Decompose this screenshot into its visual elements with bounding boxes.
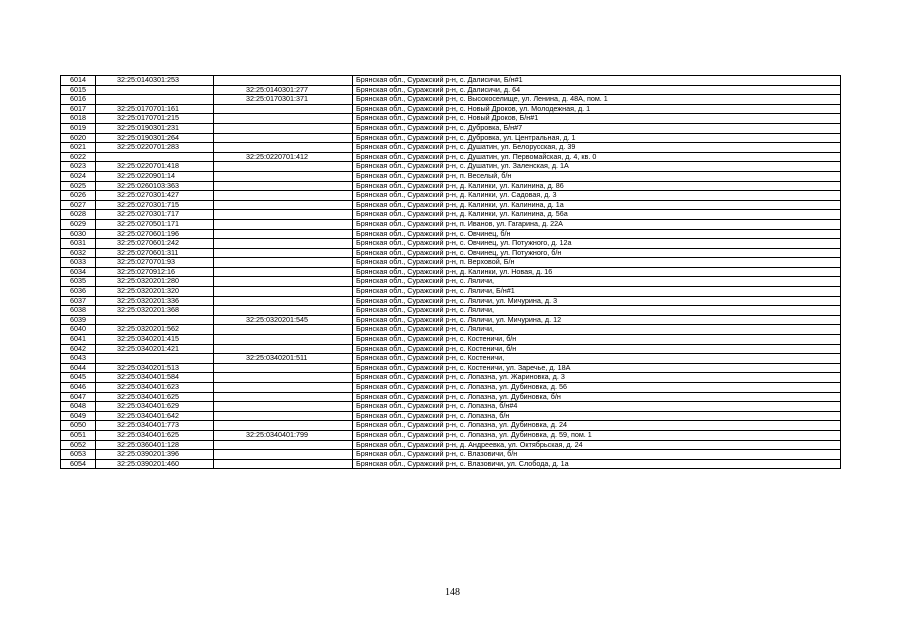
cadastral-number-cell: 32:25:0270301:717: [96, 210, 214, 220]
cadastral-number-cell: 32:25:0320201:562: [96, 325, 214, 335]
secondary-cadastral-number-cell: [214, 143, 353, 153]
row-number-cell: 6021: [61, 143, 96, 153]
table-row: [61, 95, 841, 105]
secondary-cadastral-number-cell: [214, 450, 353, 460]
table-row: [61, 267, 841, 277]
secondary-cadastral-number-cell: [214, 258, 353, 268]
table-row: [61, 85, 841, 95]
secondary-cadastral-number-cell: [214, 239, 353, 249]
table-row: [61, 229, 841, 239]
row-number-cell: 6054: [61, 459, 96, 469]
secondary-cadastral-number-cell: [214, 383, 353, 393]
table-row: [61, 296, 841, 306]
secondary-cadastral-number-cell: [214, 171, 353, 181]
address-cell: Брянская обл., Суражский р-н, с. Костеничи, ул. Заречье, д. 18А: [353, 363, 841, 373]
table-row: [61, 411, 841, 421]
cadastral-number-cell: 32:25:0270912:16: [96, 267, 214, 277]
secondary-cadastral-number-cell: [214, 402, 353, 412]
table-row: [61, 335, 841, 345]
address-cell: Брянская обл., Суражский р-н, д. Калинки, ул. Калинина, д. 56а: [353, 210, 841, 220]
address-cell: Брянская обл., Суражский р-н, п. Веселый, б/н: [353, 171, 841, 181]
cadastral-number-cell: 32:25:0220901:14: [96, 171, 214, 181]
row-number-cell: 6035: [61, 277, 96, 287]
secondary-cadastral-number-cell: [214, 306, 353, 316]
address-cell: Брянская обл., Суражский р-н, с. Ляличи,: [353, 306, 841, 316]
cadastral-number-cell: 32:25:0340401:773: [96, 421, 214, 431]
row-number-cell: 6039: [61, 315, 96, 325]
row-number-cell: 6022: [61, 152, 96, 162]
row-number-cell: 6047: [61, 392, 96, 402]
row-number-cell: 6049: [61, 411, 96, 421]
row-number-cell: 6020: [61, 133, 96, 143]
secondary-cadastral-number-cell: [214, 191, 353, 201]
row-number-cell: 6023: [61, 162, 96, 172]
property-registry-table: [60, 75, 841, 469]
address-cell: Брянская обл., Суражский р-н, с. Овчинец, ул. Потужного, б/н: [353, 248, 841, 258]
address-cell: Брянская обл., Суражский р-н, д. Калинки, ул. Садовая, д. 3: [353, 191, 841, 201]
cadastral-number-cell: 32:25:0340401:625: [96, 392, 214, 402]
table-row: [61, 152, 841, 162]
address-cell: Брянская обл., Суражский р-н, с. Душатин, ул. Первомайская, д. 4, кв. 0: [353, 152, 841, 162]
cadastral-number-cell: 32:25:0340201:421: [96, 344, 214, 354]
cadastral-number-cell: 32:25:0340201:513: [96, 363, 214, 373]
cadastral-number-cell: 32:25:0270301:427: [96, 191, 214, 201]
cadastral-number-cell: [96, 315, 214, 325]
row-number-cell: 6044: [61, 363, 96, 373]
table-row: [61, 344, 841, 354]
address-cell: Брянская обл., Суражский р-н, с. Влазовичи, б/н: [353, 450, 841, 460]
table-row: [61, 392, 841, 402]
cadastral-number-cell: 32:25:0320201:280: [96, 277, 214, 287]
row-number-cell: 6015: [61, 85, 96, 95]
secondary-cadastral-number-cell: [214, 335, 353, 345]
address-cell: Брянская обл., Суражский р-н, с. Дубровка, ул. Центральная, д. 1: [353, 133, 841, 143]
table-row: [61, 258, 841, 268]
secondary-cadastral-number-cell: [214, 123, 353, 133]
address-cell: Брянская обл., Суражский р-н, д. Калинки, ул. Новая, д. 16: [353, 267, 841, 277]
table-row: [61, 421, 841, 431]
address-cell: Брянская обл., Суражский р-н, с. Овчинец, б/н: [353, 229, 841, 239]
row-number-cell: 6052: [61, 440, 96, 450]
address-cell: Брянская обл., Суражский р-н, с. Лопазна, б/н: [353, 411, 841, 421]
row-number-cell: 6051: [61, 430, 96, 440]
cadastral-number-cell: 32:25:0390201:460: [96, 459, 214, 469]
cadastral-number-cell: 32:25:0340401:625: [96, 430, 214, 440]
secondary-cadastral-number-cell: [214, 411, 353, 421]
cadastral-number-cell: 32:25:0360401:128: [96, 440, 214, 450]
cadastral-number-cell: 32:25:0270601:311: [96, 248, 214, 258]
address-cell: Брянская обл., Суражский р-н, с. Ляличи,: [353, 325, 841, 335]
table-row: [61, 123, 841, 133]
row-number-cell: 6036: [61, 287, 96, 297]
secondary-cadastral-number-cell: [214, 200, 353, 210]
secondary-cadastral-number-cell: 32:25:0340201:511: [214, 354, 353, 364]
cadastral-number-cell: 32:25:0270601:242: [96, 239, 214, 249]
secondary-cadastral-number-cell: [214, 296, 353, 306]
row-number-cell: 6024: [61, 171, 96, 181]
cadastral-number-cell: 32:25:0270701:93: [96, 258, 214, 268]
secondary-cadastral-number-cell: [214, 210, 353, 220]
row-number-cell: 6043: [61, 354, 96, 364]
secondary-cadastral-number-cell: [214, 373, 353, 383]
table-row: [61, 277, 841, 287]
address-cell: Брянская обл., Суражский р-н, с. Лопазна, б/н#4: [353, 402, 841, 412]
table-row: [61, 450, 841, 460]
secondary-cadastral-number-cell: [214, 219, 353, 229]
table-row: [61, 354, 841, 364]
cadastral-number-cell: [96, 354, 214, 364]
address-cell: Брянская обл., Суражский р-н, с. Душатин, ул. Заленская, д. 1А: [353, 162, 841, 172]
secondary-cadastral-number-cell: 32:25:0340401:799: [214, 430, 353, 440]
address-cell: Брянская обл., Суражский р-н, п. Верховой, Б/н: [353, 258, 841, 268]
secondary-cadastral-number-cell: [214, 287, 353, 297]
secondary-cadastral-number-cell: [214, 248, 353, 258]
secondary-cadastral-number-cell: [214, 114, 353, 124]
table-row: [61, 104, 841, 114]
cadastral-number-cell: 32:25:0340401:584: [96, 373, 214, 383]
row-number-cell: 6017: [61, 104, 96, 114]
table-row: [61, 200, 841, 210]
cadastral-number-cell: 32:25:0270501:171: [96, 219, 214, 229]
address-cell: Брянская обл., Суражский р-н, с. Ляличи, Б/н#1: [353, 287, 841, 297]
cadastral-number-cell: 32:25:0260103:363: [96, 181, 214, 191]
secondary-cadastral-number-cell: [214, 133, 353, 143]
table-body: [61, 76, 841, 469]
row-number-cell: 6025: [61, 181, 96, 191]
secondary-cadastral-number-cell: 32:25:0170301:371: [214, 95, 353, 105]
secondary-cadastral-number-cell: [214, 459, 353, 469]
secondary-cadastral-number-cell: [214, 162, 353, 172]
address-cell: Брянская обл., Суражский р-н, д. Калинки, ул. Калинина, д. 1а: [353, 200, 841, 210]
row-number-cell: 6046: [61, 383, 96, 393]
cadastral-number-cell: 32:25:0220701:418: [96, 162, 214, 172]
cadastral-number-cell: [96, 95, 214, 105]
address-cell: Брянская обл., Суражский р-н, с. Далисичи, Б/н#1: [353, 76, 841, 86]
row-number-cell: 6042: [61, 344, 96, 354]
table-row: [61, 383, 841, 393]
row-number-cell: 6019: [61, 123, 96, 133]
row-number-cell: 6038: [61, 306, 96, 316]
cadastral-number-cell: 32:25:0270301:715: [96, 200, 214, 210]
table-row: [61, 287, 841, 297]
secondary-cadastral-number-cell: [214, 344, 353, 354]
row-number-cell: 6030: [61, 229, 96, 239]
secondary-cadastral-number-cell: [214, 277, 353, 287]
cadastral-number-cell: 32:25:0340401:623: [96, 383, 214, 393]
table-row: [61, 239, 841, 249]
address-cell: Брянская обл., Суражский р-н, д. Андреевка, ул. Октябрьская, д. 24: [353, 440, 841, 450]
cadastral-number-cell: 32:25:0340401:629: [96, 402, 214, 412]
cadastral-number-cell: 32:25:0320201:320: [96, 287, 214, 297]
row-number-cell: 6048: [61, 402, 96, 412]
cadastral-number-cell: 32:25:0170701:161: [96, 104, 214, 114]
cadastral-number-cell: 32:25:0390201:396: [96, 450, 214, 460]
address-cell: Брянская обл., Суражский р-н, с. Ляличи,: [353, 277, 841, 287]
table-row: [61, 171, 841, 181]
cadastral-number-cell: 32:25:0340201:415: [96, 335, 214, 345]
row-number-cell: 6041: [61, 335, 96, 345]
address-cell: Брянская обл., Суражский р-н, д. Калинки, ул. Калинина, д. 86: [353, 181, 841, 191]
row-number-cell: 6031: [61, 239, 96, 249]
row-number-cell: 6032: [61, 248, 96, 258]
row-number-cell: 6033: [61, 258, 96, 268]
cadastral-number-cell: 32:25:0270601:196: [96, 229, 214, 239]
address-cell: Брянская обл., Суражский р-н, с. Лопазна, ул. Дубиновка, д. 56: [353, 383, 841, 393]
table-row: [61, 191, 841, 201]
table-row: [61, 459, 841, 469]
table-row: [61, 210, 841, 220]
address-cell: Брянская обл., Суражский р-н, с. Лопазна, ул. Дубиновка, д. 59, пом. 1: [353, 430, 841, 440]
secondary-cadastral-number-cell: 32:25:0320201:545: [214, 315, 353, 325]
cadastral-number-cell: 32:25:0140301:253: [96, 76, 214, 86]
table-row: [61, 181, 841, 191]
address-cell: Брянская обл., Суражский р-н, с. Дубровка, Б/н#7: [353, 123, 841, 133]
table-row: [61, 440, 841, 450]
cadastral-number-cell: 32:25:0320201:336: [96, 296, 214, 306]
secondary-cadastral-number-cell: [214, 421, 353, 431]
table-row: [61, 162, 841, 172]
table-row: [61, 430, 841, 440]
cadastral-number-cell: 32:25:0340401:642: [96, 411, 214, 421]
address-cell: Брянская обл., Суражский р-н, с. Лопазна, ул. Дубиновка, б/н: [353, 392, 841, 402]
row-number-cell: 6034: [61, 267, 96, 277]
cadastral-number-cell: [96, 152, 214, 162]
address-cell: Брянская обл., Суражский р-н, с. Душатин, ул. Белорусская, д. 39: [353, 143, 841, 153]
table-row: [61, 76, 841, 86]
address-cell: Брянская обл., Суражский р-н, с. Костеничи, б/н: [353, 335, 841, 345]
address-cell: Брянская обл., Суражский р-н, с. Овчинец, ул. Потужного, д. 12а: [353, 239, 841, 249]
table-row: [61, 402, 841, 412]
address-cell: Брянская обл., Суражский р-н, с. Высокоселище, ул. Ленина, д. 48А, пом. 1: [353, 95, 841, 105]
row-number-cell: 6053: [61, 450, 96, 460]
page-number: 148: [445, 587, 460, 598]
table-row: [61, 325, 841, 335]
address-cell: Брянская обл., Суражский р-н, с. Новый Дроков, Б/н#1: [353, 114, 841, 124]
table-row: [61, 143, 841, 153]
secondary-cadastral-number-cell: [214, 229, 353, 239]
secondary-cadastral-number-cell: 32:25:0220701:412: [214, 152, 353, 162]
address-cell: Брянская обл., Суражский р-н, с. Костеничи,: [353, 354, 841, 364]
secondary-cadastral-number-cell: [214, 181, 353, 191]
table-row: [61, 248, 841, 258]
table-row: [61, 373, 841, 383]
cadastral-number-cell: 32:25:0190301:264: [96, 133, 214, 143]
row-number-cell: 6026: [61, 191, 96, 201]
row-number-cell: 6050: [61, 421, 96, 431]
cadastral-number-cell: 32:25:0190301:231: [96, 123, 214, 133]
row-number-cell: 6040: [61, 325, 96, 335]
secondary-cadastral-number-cell: [214, 76, 353, 86]
address-cell: Брянская обл., Суражский р-н, с. Лопазна, ул. Дубиновка, д. 24: [353, 421, 841, 431]
address-cell: Брянская обл., Суражский р-н, с. Ляличи, ул. Мичурина, д. 3: [353, 296, 841, 306]
row-number-cell: 6018: [61, 114, 96, 124]
secondary-cadastral-number-cell: [214, 392, 353, 402]
cadastral-number-cell: 32:25:0170701:215: [96, 114, 214, 124]
row-number-cell: 6016: [61, 95, 96, 105]
address-cell: Брянская обл., Суражский р-н, с. Ляличи, ул. Мичурина, д. 12: [353, 315, 841, 325]
row-number-cell: 6028: [61, 210, 96, 220]
cadastral-number-cell: [96, 85, 214, 95]
cadastral-number-cell: 32:25:0220701:283: [96, 143, 214, 153]
secondary-cadastral-number-cell: [214, 363, 353, 373]
address-cell: Брянская обл., Суражский р-н, с. Лопазна, ул. Жариновка, д. 3: [353, 373, 841, 383]
table-row: [61, 114, 841, 124]
address-cell: Брянская обл., Суражский р-н, с. Влазовичи, ул. Слобода, д. 1а: [353, 459, 841, 469]
row-number-cell: 6027: [61, 200, 96, 210]
table-row: [61, 363, 841, 373]
row-number-cell: 6014: [61, 76, 96, 86]
address-cell: Брянская обл., Суражский р-н, с. Костеничи, б/н: [353, 344, 841, 354]
row-number-cell: 6029: [61, 219, 96, 229]
secondary-cadastral-number-cell: [214, 267, 353, 277]
row-number-cell: 6045: [61, 373, 96, 383]
table-row: [61, 306, 841, 316]
secondary-cadastral-number-cell: [214, 440, 353, 450]
address-cell: Брянская обл., Суражский р-н, п. Иванов, ул. Гагарина, д. 22А: [353, 219, 841, 229]
address-cell: Брянская обл., Суражский р-н, с. Далисичи, д. 64: [353, 85, 841, 95]
secondary-cadastral-number-cell: [214, 325, 353, 335]
secondary-cadastral-number-cell: [214, 104, 353, 114]
table-row: [61, 315, 841, 325]
table-row: [61, 133, 841, 143]
row-number-cell: 6037: [61, 296, 96, 306]
table-row: [61, 219, 841, 229]
secondary-cadastral-number-cell: 32:25:0140301:277: [214, 85, 353, 95]
address-cell: Брянская обл., Суражский р-н, с. Новый Дроков, ул. Молодежная, д. 1: [353, 104, 841, 114]
cadastral-number-cell: 32:25:0320201:368: [96, 306, 214, 316]
